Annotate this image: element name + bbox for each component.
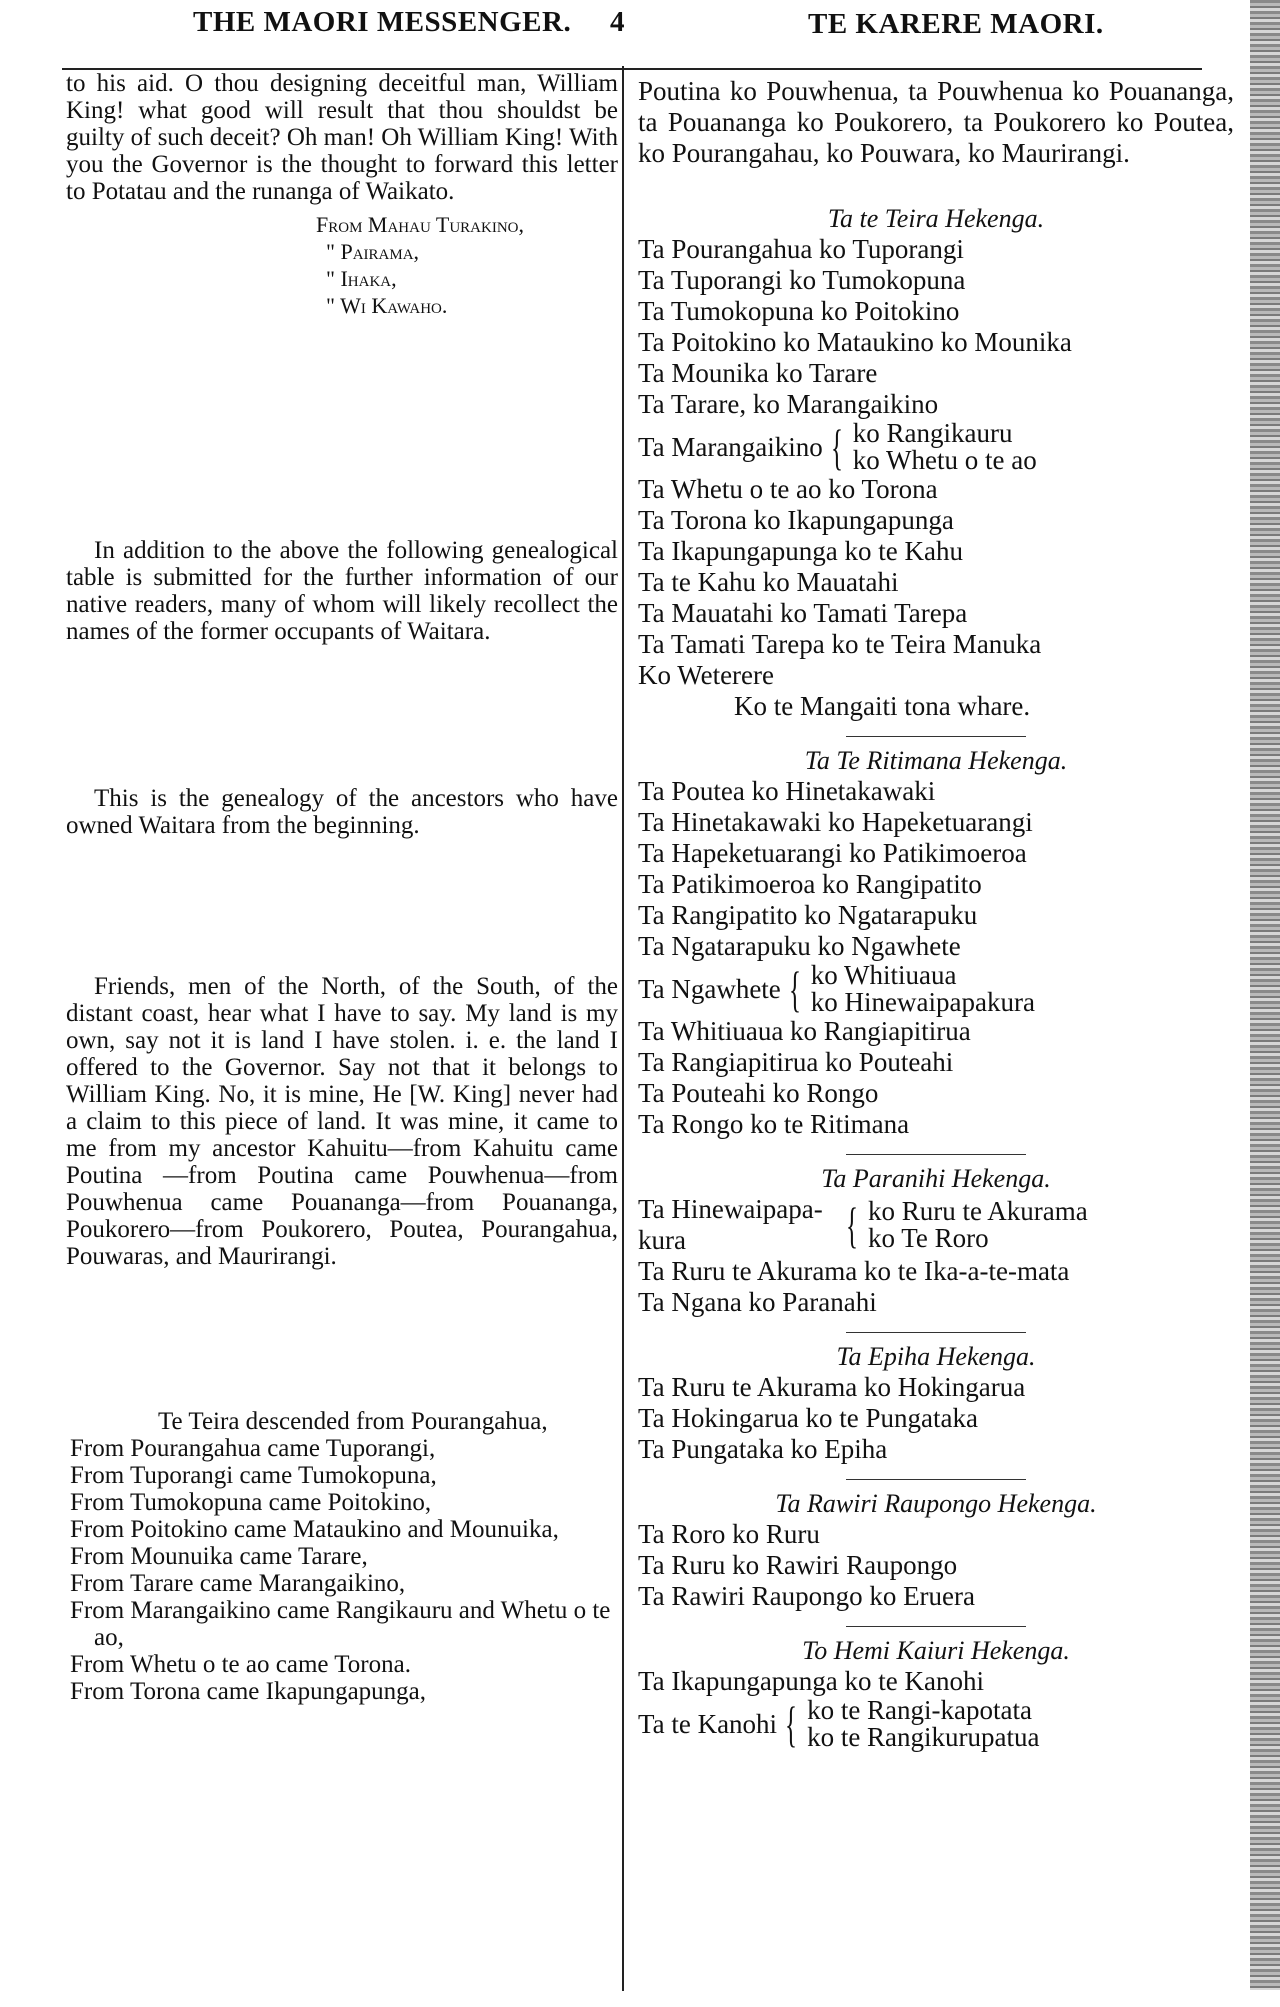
rawiri-genealogy — [638, 1519, 1234, 1612]
genealogy-line: Ko Weterere — [638, 660, 775, 690]
genealogy-intro-paragraph: In addition to the above the following genealogical table is submitted for the further information of our native readers, many of whom will likely recollect the names of the former occupants of Waitara. — [66, 537, 618, 645]
branch-children — [853, 420, 1037, 474]
branch-child: ko Ruru te Akurama — [868, 1196, 1088, 1226]
genealogy-line: Ta Mauatahi ko Tamati Tarepa — [638, 598, 968, 628]
branch-children — [868, 1198, 1088, 1252]
genealogy-closing: Ko te Mangaiti tona whare. — [734, 691, 1031, 721]
genealogy-line: Ta Hinetakawaki ko Hapeketuarangi — [638, 807, 1033, 837]
genealogy-branch — [638, 962, 1234, 1016]
paranihi-genealogy — [638, 1194, 1234, 1318]
teira-genealogy — [638, 234, 1234, 722]
ritimana-genealogy — [638, 776, 1234, 1140]
brace-icon: { — [846, 1197, 858, 1253]
section-rule — [846, 1479, 1026, 1480]
scan-edge — [1250, 0, 1280, 1990]
descent-line: From Torona came Ikapungapunga, — [70, 1678, 427, 1705]
genealogy-line: Ta Tamati Tarepa ko te Teira Manuka — [638, 629, 1042, 659]
section-rule — [846, 736, 1026, 737]
branch-child: ko te Rangikurupatua — [807, 1722, 1040, 1752]
english-column — [66, 70, 618, 1705]
genealogy-line: Ta Mounika ko Tarare — [638, 358, 878, 388]
branch-child: ko Whetu o te ao — [852, 445, 1037, 475]
branch-child: ko Rangikauru — [852, 418, 1013, 448]
genealogy-line: Ta Ngatarapuku ko Ngawhete — [638, 931, 961, 961]
genealogy-description: This is the genealogy of the ancestors who have owned Waitara from the beginning. — [66, 785, 618, 839]
brace-icon: { — [830, 419, 843, 475]
descent-line: From Whetu o te ao came Torona. — [70, 1651, 411, 1678]
rawiri-section-title: Ta Rawiri Raupongo Hekenga. — [775, 1489, 1097, 1518]
genealogy-line: Ta Rawiri Raupongo ko Eruera — [638, 1581, 976, 1611]
genealogy-line: Ta Rongo ko te Ritimana — [638, 1109, 910, 1139]
descent-line: From Pourangahua came Tuporangi, — [70, 1435, 436, 1462]
genealogy-line: Ta Ruru te Akurama ko Hokingarua — [638, 1372, 1026, 1402]
epiha-genealogy — [638, 1372, 1234, 1465]
signatory: " Ihaka, — [326, 266, 397, 291]
genealogy-line: Ta Tumokopuna ko Poitokino — [638, 296, 960, 326]
genealogy-line: Ta Rangiapitirua ko Pouteahi — [638, 1047, 954, 1077]
genealogy-line: Ta Ruru ko Rawiri Raupongo — [638, 1550, 958, 1580]
paranihi-section-title: Ta Paranihi Hekenga. — [821, 1164, 1051, 1193]
signatories — [316, 211, 618, 319]
signatory: " Wi Kawaho. — [326, 293, 448, 318]
genealogy-line: Ta Pungataka ko Epiha — [638, 1434, 888, 1464]
branch-children — [807, 1697, 1039, 1751]
section-rule — [846, 1332, 1026, 1333]
genealogy-line: Ta Patikimoeroa ko Rangipatito — [638, 869, 982, 899]
branch-child: ko te Rangi-kapotata — [807, 1695, 1032, 1725]
genealogy-line: Ta Roro ko Ruru — [638, 1519, 820, 1549]
genealogy-line: Ta Ruru te Akurama ko te Ika-a-te-mata — [638, 1256, 1070, 1286]
descent-line: From Tuporangi came Tumokopuna, — [70, 1462, 437, 1489]
genealogy-line: Ta Tuporangi ko Tumokopuna — [638, 265, 966, 295]
genealogy-line: Ta Pouteahi ko Rongo — [638, 1078, 879, 1108]
teira-section-title: Ta te Teira Hekenga. — [827, 204, 1045, 233]
genealogy-line: Ta Hapeketuarangi ko Patikimoeroa — [638, 838, 1027, 868]
genealogy-line: Ta Whitiuaua ko Rangiapitirua — [638, 1016, 971, 1046]
genealogy-branch — [638, 1194, 1234, 1256]
genealogy-line: Ta Pourangahua ko Tuporangi — [638, 234, 964, 264]
genealogy-line: Ta Whetu o te ao ko Torona — [638, 474, 938, 504]
section-rule — [846, 1154, 1026, 1155]
branch-parent: Ta te Kanohi — [638, 1708, 778, 1739]
genealogy-branch — [638, 1697, 1234, 1751]
genealogy-line: Ta te Kahu ko Mauatahi — [638, 567, 899, 597]
genealogy-line: Ta Poitokino ko Mataukino ko Mounika — [638, 327, 1072, 357]
branch-child: ko Whitiuaua — [810, 960, 957, 990]
hemi-genealogy — [638, 1666, 1234, 1751]
branch-child: ko Te Roro — [868, 1223, 989, 1253]
hemi-section-title: To Hemi Kaiuri Hekenga. — [802, 1636, 1070, 1665]
descent-line: From Marangaikino came Rangikauru and Whetu o te ao, — [70, 1597, 611, 1651]
header-title-english: THE MAORI MESSENGER. — [193, 6, 572, 38]
teira-descent-intro: Te Teira descended from Pourangahua, — [158, 1408, 548, 1435]
branch-children — [811, 962, 1035, 1016]
page-header — [0, 4, 1280, 48]
genealogy-line: Ta Torona ko Ikapungapunga — [638, 505, 954, 535]
genealogy-line: Ta Ikapungapunga ko te Kanohi — [638, 1666, 985, 1696]
branch-parent: Ta Hinewaipapa-kura — [638, 1194, 823, 1255]
genealogy-branch — [638, 420, 1234, 474]
letter-ending-paragraph: to his aid. O thou designing deceitful man, William King! what good will result that thou shouldst be guilty of such deceit? Oh man! Oh William King! With you the Governor is the thought to forward this letter to Potatau and the runanga of Waikato. — [66, 70, 618, 205]
epiha-section-title: Ta Epiha Hekenga. — [836, 1342, 1036, 1371]
header-title-maori: TE KARERE MAORI. — [808, 8, 1104, 40]
brace-icon: { — [788, 961, 801, 1017]
intro-paragraph: Poutina ko Pouwhenua, ta Pouwhenua ko Pouananga, ta Pouananga ko Poukorero, ta Poukorero ko Poutea, ko Pourangahau, ko Pouwara, ko Maurirangi. — [638, 76, 1234, 168]
signatory: From Mahau Turakino, — [316, 212, 525, 237]
branch-parent: Ta Marangaikino — [638, 431, 823, 462]
descent-line: From Tumokopuna came Poitokino, — [70, 1489, 432, 1516]
maori-column — [638, 76, 1234, 1751]
ritimana-section-title: Ta Te Ritimana Hekenga. — [804, 746, 1068, 775]
descent-line: From Poitokino came Mataukino and Mounuika, — [70, 1516, 559, 1543]
brace-icon: { — [785, 1696, 798, 1752]
page-number: 4 — [610, 6, 625, 38]
genealogy-line: Ta Poutea ko Hinetakawaki — [638, 776, 936, 806]
branch-child: ko Hinewaipapakura — [810, 987, 1035, 1017]
column-divider — [622, 66, 624, 1991]
descent-line: From Mounuika came Tarare, — [70, 1543, 368, 1570]
section-rule — [846, 1626, 1026, 1627]
descent-line: From Tarare came Marangaikino, — [70, 1570, 406, 1597]
genealogy-line: Ta Tarare, ko Marangaikino — [638, 389, 939, 419]
genealogy-line: Ta Ikapungapunga ko te Kahu — [638, 536, 964, 566]
genealogy-line: Ta Rangipatito ko Ngatarapuku — [638, 900, 978, 930]
genealogy-line: Ta Ngana ko Paranahi — [638, 1287, 877, 1317]
claim-paragraph: Friends, men of the North, of the South, of the distant coast, hear what I have to say. My land is my own, say not it is land I have stolen. i. e. the land I offered to the Governor. Say not that it belongs to William King. No, it is mine, He [W. King] never had a claim to this piece of land. It was mine, it came to me from my ancestor Kahuitu—from Kahuitu came Poutina —from Poutina came Pouwhenua—from Pouwhenua came Pouananga—from Pouananga, Poukorero—from Poukorero, Poutea, Pourangahua, Pouwaras, and Maurirangi. — [66, 973, 618, 1270]
signatory: " Pairama, — [326, 239, 420, 264]
branch-parent: Ta Ngawhete — [638, 973, 781, 1004]
genealogy-line: Ta Hokingarua ko te Pungataka — [638, 1403, 979, 1433]
descent-lines — [66, 1435, 618, 1705]
